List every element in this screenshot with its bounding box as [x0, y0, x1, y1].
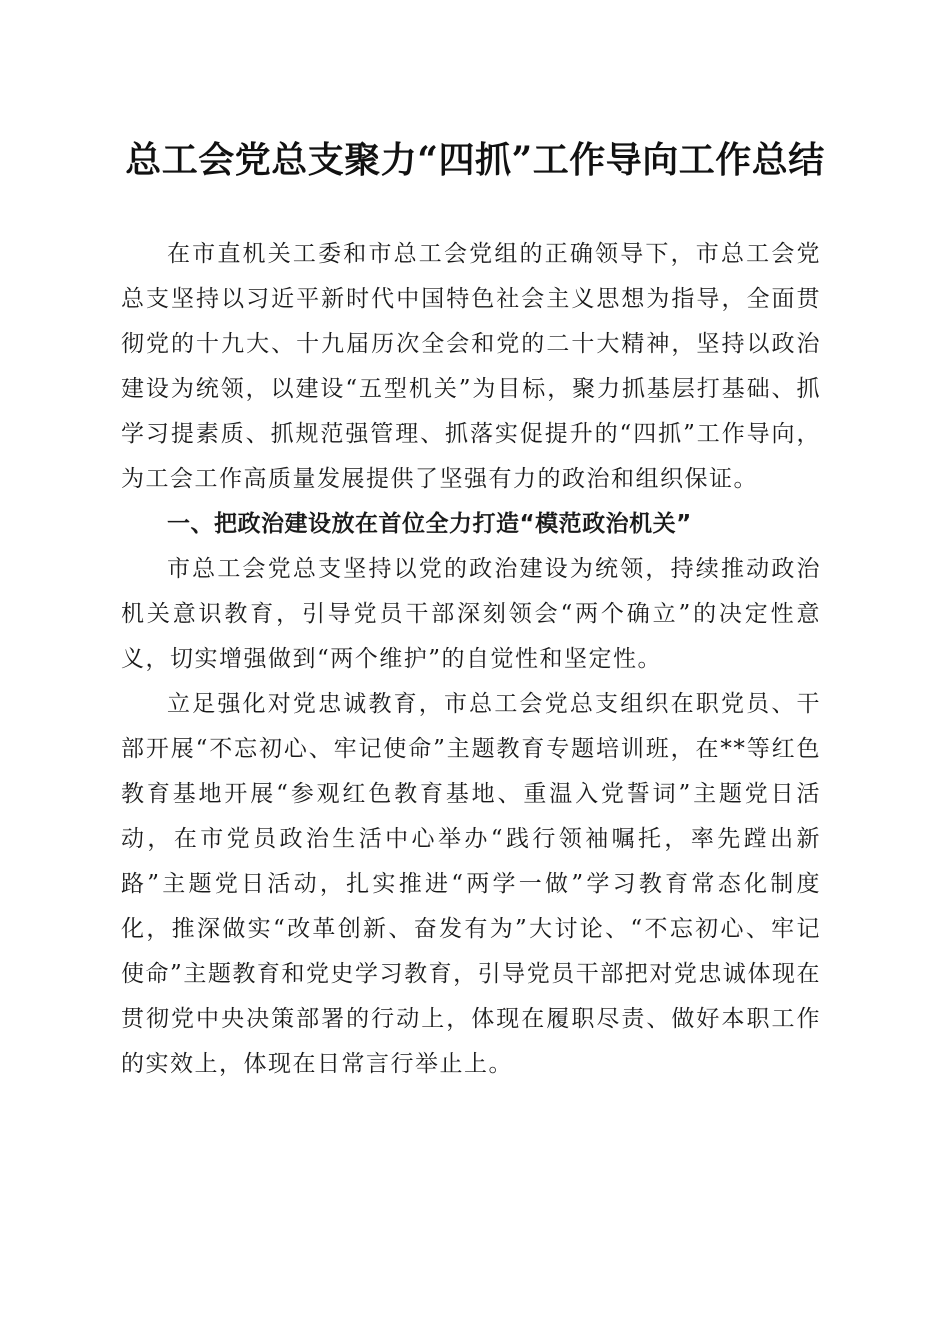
intro-paragraph: 在市直机关工委和市总工会党组的正确领导下，市总工会党总支坚持以习近平新时代中国特色社会主义思想为指导，全面贯彻党的十九大、十九届历次全会和党的二十大精神，坚持以政治建设为统领，以建设“五型机关”为目标，聚力抓基层打基础、抓学习提素质、抓规范强管理、抓落实促提升的“四抓”工作导向，为工会工作高质量发展提供了坚强有力的政治和组织保证。: [121, 241, 821, 492]
section-paragraph-1: 市总工会党总支坚持以党的政治建设为统领，持续推动政治机关意识教育，引导党员干部深刻领会“两个确立”的决定性意义，切实增强做到“两个维护”的自觉性和坚定性。: [121, 556, 821, 672]
document-body: [121, 232, 821, 1087]
section-heading: 一、把政治建设放在首位全力打造“模范政治机关”: [167, 511, 692, 537]
section-paragraph-2: 立足强化对党忠诚教育，市总工会党总支组织在职党员、干部开展“不忘初心、牢记使命”主题教育专题培训班，在**等红色教育基地开展“参观红色教育基地、重温入党誓词”主题党日活动，在市党员政治生活中心举办“践行领袖嘱托，率先蹚出新路”主题党日活动，扎实推进“两学一做”学习教育常态化制度化，推深做实“改革创新、奋发有为”大讨论、“不忘初心、牢记使命”主题教育和党史学习教育，引导党员干部把对党忠诚体现在贯彻党中央决策部署的行动上，体现在履职尽责、做好本职工作的实效上，体现在日常言行举止上。: [121, 691, 821, 1077]
document-title: 总工会党总支聚力“四抓”工作导向工作总结: [125, 139, 825, 181]
